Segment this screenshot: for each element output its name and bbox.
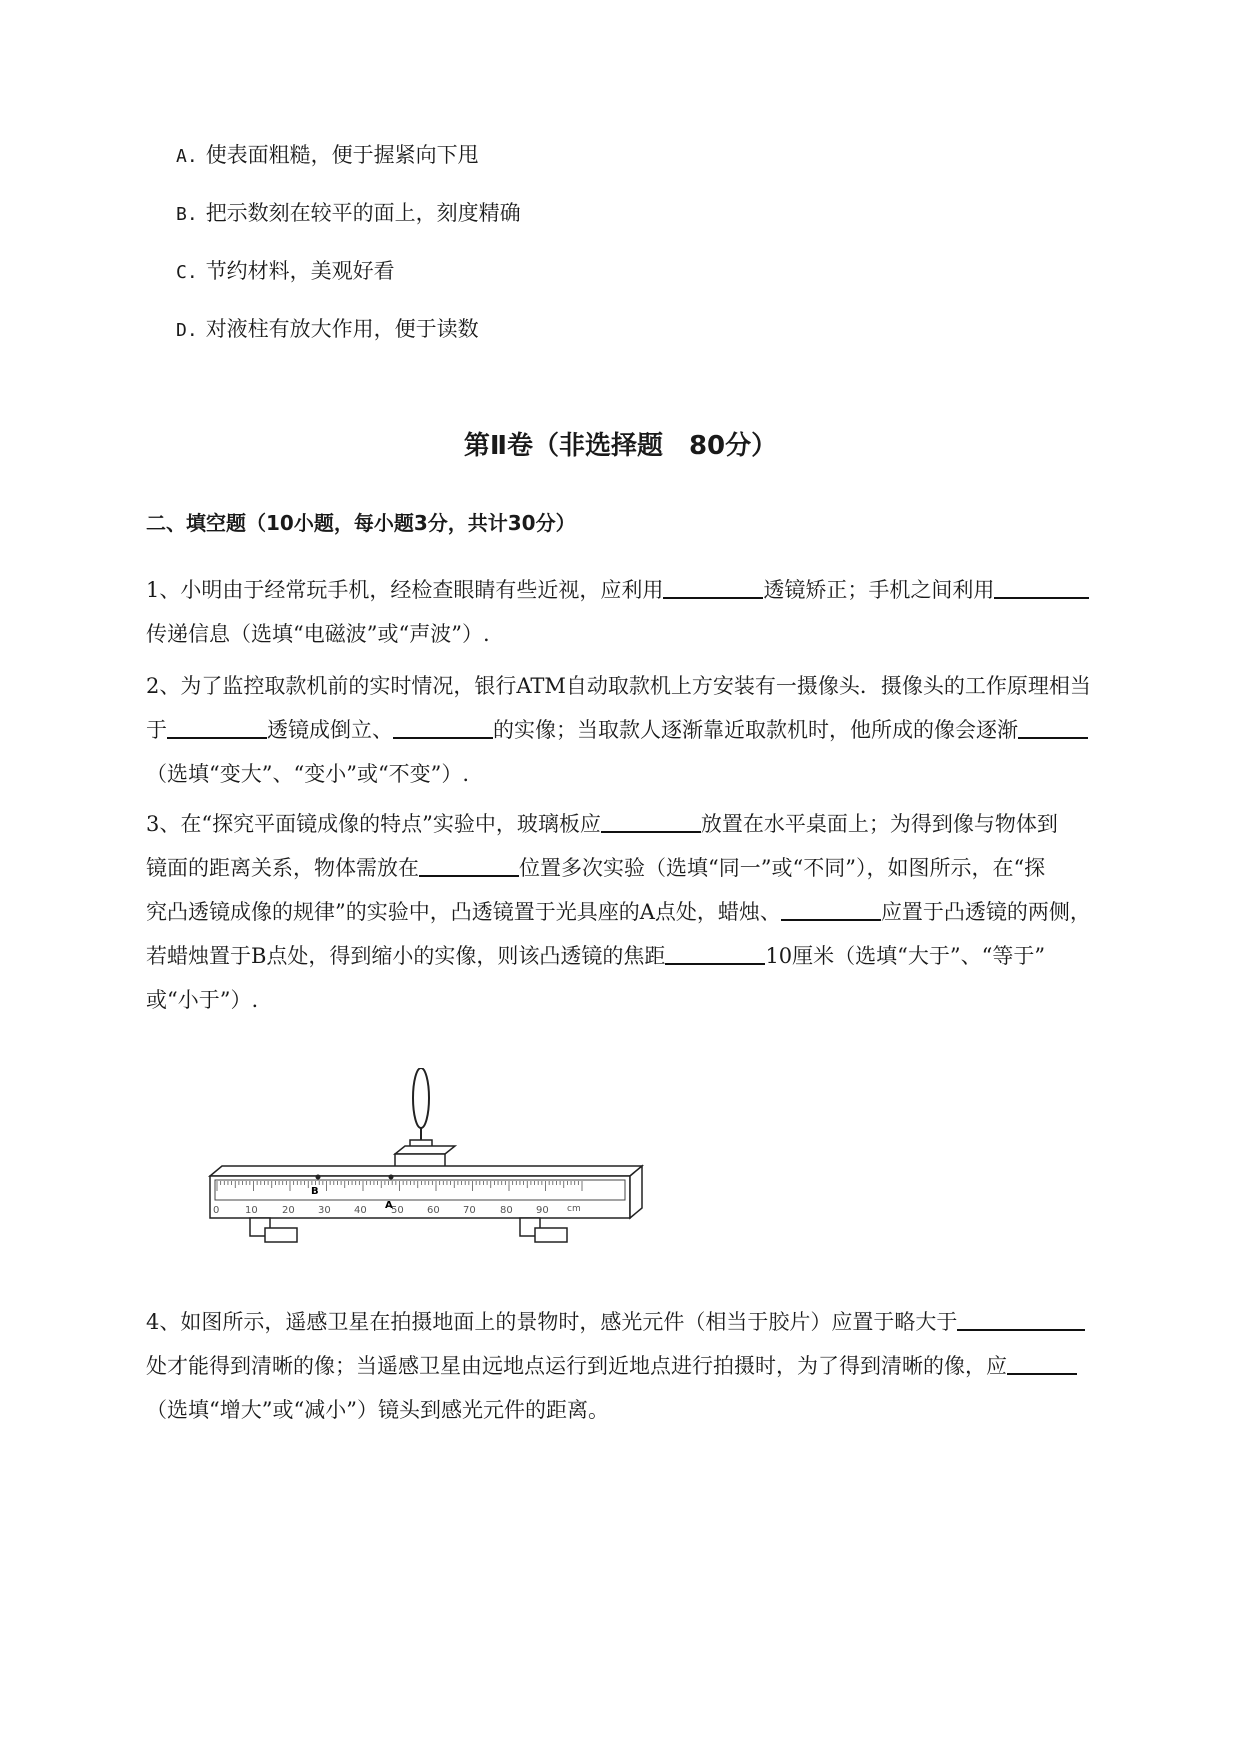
answer-blank[interactable] (663, 571, 763, 599)
option-d (176, 314, 479, 346)
lens-icon (413, 1068, 429, 1128)
q4-text: （选填“增大”或“减小”）镜头到感光元件的距离。 (146, 1398, 609, 1422)
option-text: 对液柱有放大作用，便于读数 (205, 317, 479, 341)
q1-text: 透镜矫正；手机之间利用 (763, 578, 995, 602)
point-a-label: A (385, 1200, 393, 1211)
q3-text: 应置于凸透镜的两侧， (880, 900, 1091, 924)
section-title: 第Ⅱ卷（非选择题 80分） (463, 431, 778, 461)
question-4 (146, 1300, 1152, 1432)
tick-label: 60 (427, 1205, 440, 1216)
point-b-marker (316, 1175, 321, 1180)
q3-text: 若蜡烛置于B点处，得到缩小的实像，则该凸透镜的焦距 (146, 944, 666, 968)
unit-label: cm (567, 1204, 581, 1214)
q2-text: 于 (146, 718, 167, 742)
bench-top (210, 1166, 642, 1176)
answer-blank[interactable] (957, 1303, 1085, 1331)
q3-text: 究凸透镜成像的规律”的实验中，凸透镜置于光具座的A点处，蜡烛、 (146, 900, 781, 924)
q2-text: 的实像；当取款人逐渐靠近取款机时，他所成的像会逐渐 (493, 718, 1018, 742)
q3-text: 10厘米（选填“大于”、“等于” (765, 944, 1046, 968)
question-2 (146, 664, 1152, 796)
option-text: 节约材料，美观好看 (205, 259, 395, 283)
question-3 (146, 802, 1152, 1022)
answer-blank[interactable] (601, 805, 701, 833)
q3-text: 位置多次实验（选填“同一”或“不同”），如图所示，在“探 (519, 856, 1046, 880)
option-letter: D. (176, 320, 198, 341)
option-b (176, 198, 521, 230)
answer-blank[interactable] (1018, 711, 1088, 739)
tick-label: 80 (500, 1205, 513, 1216)
q3-text: 或“小于”）. (146, 988, 259, 1012)
q4-text: 处才能得到清晰的像；当遥感卫星由远地点运行到近地点进行拍摄时，为了得到清晰的像，应 (146, 1354, 1007, 1378)
tick-label: 90 (536, 1205, 549, 1216)
optical-bench-figure (205, 1068, 645, 1258)
option-c (176, 256, 395, 288)
question-1 (146, 568, 1152, 656)
option-a (176, 140, 479, 172)
option-letter: B. (176, 204, 198, 225)
answer-blank[interactable] (781, 893, 881, 921)
q2-text: 透镜成倒立、 (267, 718, 393, 742)
q3-text: 3、在“探究平面镜成像的特点”实验中，玻璃板应 (146, 812, 601, 836)
option-text: 使表面粗糙，便于握紧向下甩 (205, 143, 479, 167)
point-b-label: B (311, 1186, 319, 1197)
option-letter: C. (176, 262, 198, 283)
q1-text: 1、小明由于经常玩手机，经检查眼睛有些近视，应利用 (146, 578, 664, 602)
q3-text: 镜面的距离关系，物体需放在 (146, 856, 419, 880)
tick-label: 30 (318, 1205, 331, 1216)
answer-blank[interactable] (994, 571, 1089, 599)
q4-text: 4、如图所示，遥感卫星在拍摄地面上的景物时，感光元件（相当于胶片）应置于略大于 (146, 1310, 958, 1334)
sub-title: 二、填空题（10小题，每小题3分，共计30分） (146, 511, 576, 535)
option-letter: A. (176, 146, 198, 167)
answer-blank[interactable] (419, 849, 519, 877)
tick-label: 20 (282, 1205, 295, 1216)
tick-label: 40 (354, 1205, 367, 1216)
point-a-marker (389, 1175, 394, 1180)
q2-text: 2、为了监控取款机前的实时情况，银行ATM自动取款机上方安装有一摄像头．摄像头的工作原理相当 (146, 674, 1091, 698)
answer-blank[interactable] (167, 711, 267, 739)
tick-label: 10 (245, 1205, 258, 1216)
answer-blank[interactable] (1007, 1347, 1077, 1375)
option-text: 把示数刻在较平的面上，刻度精确 (205, 201, 521, 225)
tick-label: 0 (213, 1205, 220, 1216)
tick-label: 50 (391, 1205, 404, 1216)
q2-text: （选填“变大”、“变小”或“不变”）. (146, 762, 470, 786)
answer-blank[interactable] (393, 711, 493, 739)
q3-text: 放置在水平桌面上；为得到像与物体到 (700, 812, 1058, 836)
tick-label: 70 (463, 1205, 476, 1216)
answer-blank[interactable] (665, 937, 765, 965)
q1-text: 传递信息（选填“电磁波”或“声波”）. (146, 622, 490, 646)
